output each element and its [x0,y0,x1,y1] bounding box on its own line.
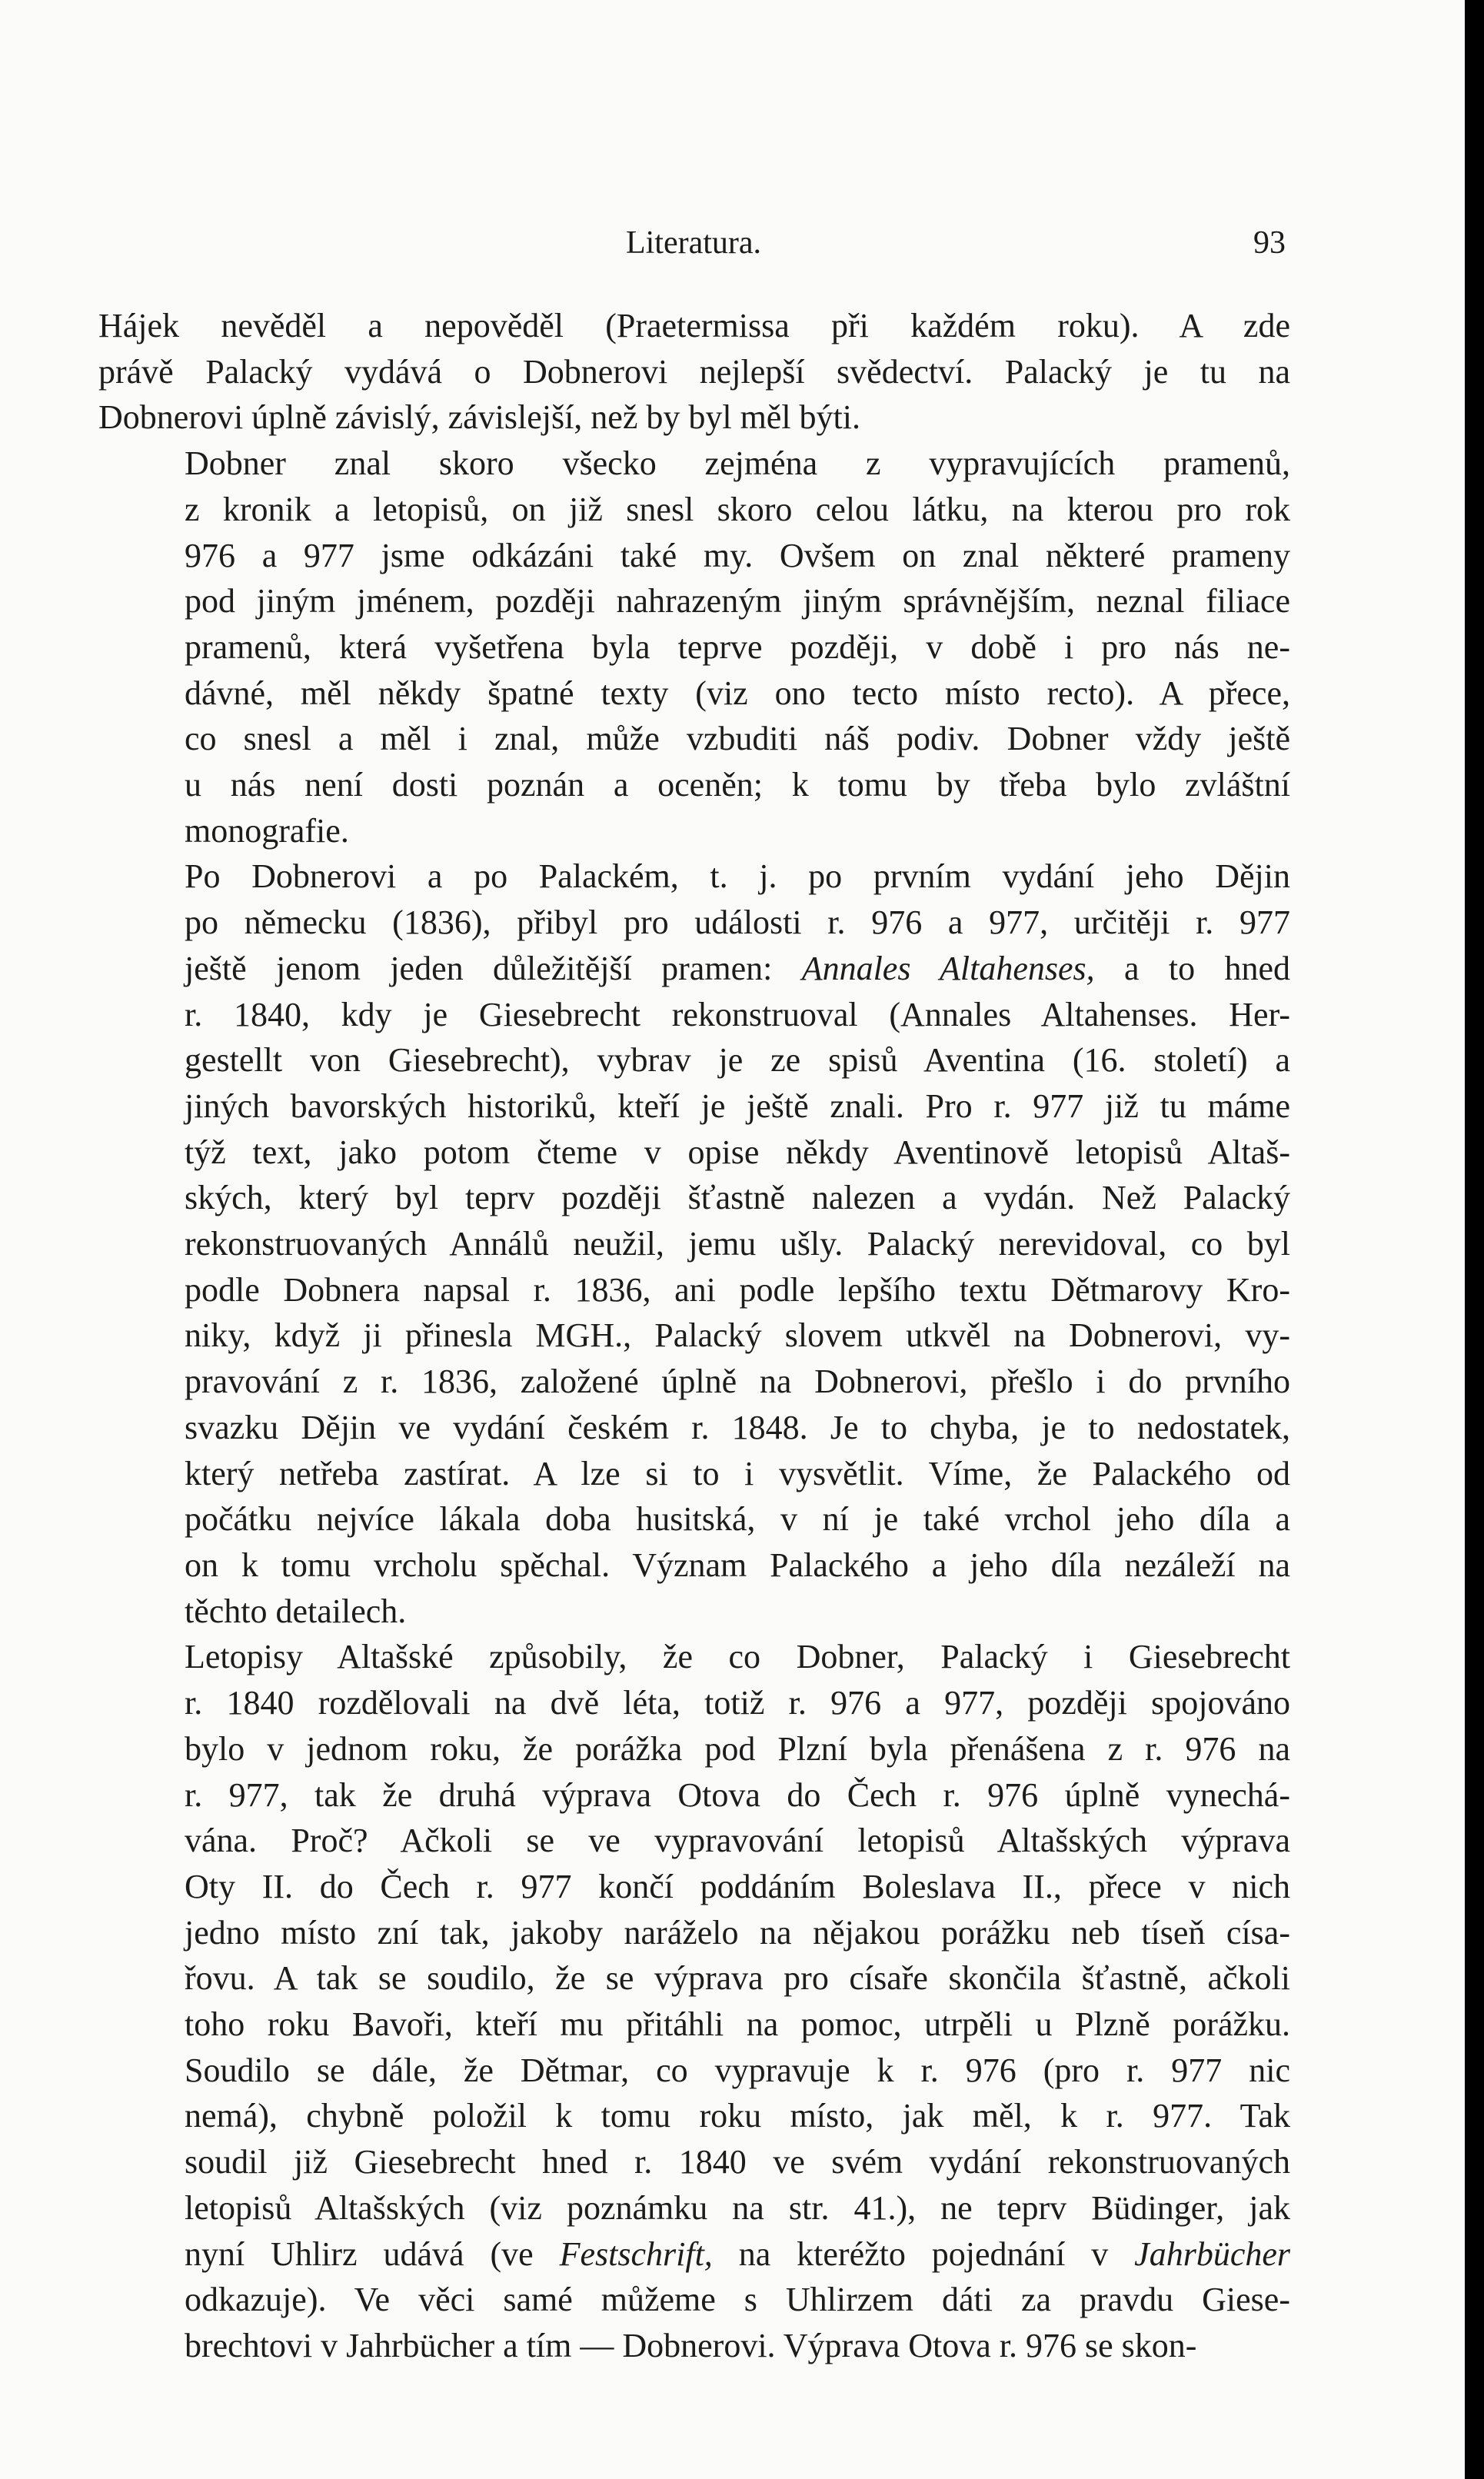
text-line: jiných bavorských historiků, kteří je ještě znali. Pro r. 977 již tu máme [185,1086,1290,1125]
text-line: počátku nejvíce lákala doba husitská, v ní je také vrchol jeho díla a [185,1500,1290,1539]
text-line: niky, když ji přinesla MGH., Palacký slovem utkvěl na Dobnerovi, vy- [185,1316,1290,1355]
paragraph [98,441,1290,854]
text-line: týž text, jako potom čteme v opise někdy Aventinově letopisů Altaš- [185,1133,1290,1171]
text-line: r. 977, tak že druhá výprava Otova do Čech r. 976 úplně vynechá- [185,1775,1290,1814]
text-line: toho roku Bavoři, kteří mu přitáhli na pomoc, utrpěli u Plzně porážku. [185,2005,1290,2044]
text-line: podle Dobnera napsal r. 1836, ani podle lepšího textu Dětmarovy Kro- [185,1270,1290,1309]
text-line: rekonstruovaných Annálů neužil, jemu ušly. Palacký nerevidoval, co byl [185,1225,1290,1263]
text-line: z kronik a letopisů, on již snesl skoro celou látku, na kterou pro rok [185,490,1290,528]
text-line: on k tomu vrcholu spěchal. Význam Palackého a jeho díla nezáleží na [185,1546,1290,1584]
text-line: brechtovi v Jahrbücher a tím — Dobnerovi. Výprava Otova r. 976 se skon- [185,2326,1197,2364]
text-line: ještě jenom jeden důležitější pramen: Annales Altahenses, a to hned [185,949,1290,987]
text-line: nemá), chybně položil k tomu roku místo, jak měl, k r. 977. Tak [185,2097,1290,2135]
text-line: vána. Proč? Ačkoli se ve vypravování letopisů Altašských výprava [185,1822,1290,1860]
text-line: r. 1840, kdy je Giesebrecht rekonstruoval (Annales Altahenses. Her- [185,995,1290,1033]
body-text [98,303,1290,2369]
text-line: u nás není dosti poznán a oceněn; k tomu by třeba bylo zvláštní [185,766,1290,804]
page-header [101,225,1286,271]
text-line: Dobnerovi úplně závislý, závislejší, než by byl měl býti. [98,398,861,437]
text-line: letopisů Altašských (viz poznámku na str. 41.), ne teprv Büdinger, jak [185,2188,1290,2227]
text-line: Hájek nevěděl a nepověděl (Praetermissa při každém roku). A zde [98,307,1290,344]
text-line: soudil již Giesebrecht hned r. 1840 ve svém vydání rekonstruovaných [185,2143,1290,2181]
text-line: ských, který byl teprv později šťastně nalezen a vydán. Než Palacký [185,1179,1290,1217]
text-line: Po Dobnerovi a po Palackém, t. j. po prvním vydání jeho Dějin [185,857,1290,896]
text-line: pod jiným jménem, později nahrazeným jiným správnějším, neznal filiace [185,582,1290,621]
text-line: řovu. A tak se soudilo, že se výprava pro císaře skončila šťastně, ačkoli [185,1959,1290,1998]
text-line: svazku Dějin ve vydání českém r. 1848. Je to chyba, je to nedostatek, [185,1408,1290,1446]
text-line: pravování z r. 1836, založené úplně na Dobnerovi, přešlo i do prvního [185,1363,1290,1401]
paragraph [98,1634,1290,2368]
text-line: po německu (1836), přibyl pro události r. 976 a 977, určitěji r. 977 [185,903,1290,942]
text-line: odkazuje). Ve věci samé můžeme s Uhlirzem dáti za pravdu Giese- [185,2281,1290,2319]
italic-title: Festschrift, [559,2234,713,2273]
paragraph [98,303,1290,441]
italic-title: Annales Altahenses, [801,949,1095,987]
text-line: 976 a 977 jsme odkázáni také my. Ovšem on znal některé prameny [185,536,1290,574]
text-line: jedno místo zní tak, jakoby naráželo na nějakou porážku neb tíseň císa- [185,1913,1290,1952]
text-line: Letopisy Altašské způsobily, že co Dobner, Palacký i Giesebrecht [185,1638,1290,1676]
text-line: r. 1840 rozdělovali na dvě léta, totiž r. 976 a 977, později spojováno [185,1684,1290,1722]
text-line: pramenů, která vyšetřena byla teprve později, v době i pro nás ne- [185,627,1290,666]
text-line: Soudilo se dále, že Dětmar, co vypravuje k r. 976 (pro r. 977 nic [185,2051,1290,2089]
text-line: právě Palacký vydává o Dobnerovi nejlepší svědectví. Palacký je tu na [98,352,1290,391]
text-line: Dobner znal skoro všecko zejména z vypravujících pramenů, [185,444,1290,483]
text-line: bylo v jednom roku, že porážka pod Plzní byla přenášena z r. 976 na [185,1729,1290,1768]
text-line: Oty II. do Čech r. 977 končí poddáním Boleslava II., přece v nich [185,1867,1290,1905]
text-line: co snesl a měl i znal, může vzbuditi náš podiv. Dobner vždy ještě [185,720,1290,758]
text-line: těchto detailech. [185,1592,407,1630]
running-title: Literatura. [625,225,762,261]
text-line: nyní Uhlirz udává (ve Festschrift, na kteréžto pojednání v Jahrbücher [185,2234,1291,2273]
page-number: 93 [1253,225,1286,261]
text-line: který netřeba zastírat. A lze si to i vysvětlit. Víme, že Palackého od [185,1454,1290,1492]
text-line: gestellt von Giesebrecht), vybrav je ze spisů Aventina (16. století) a [185,1041,1290,1080]
paragraph [98,854,1290,1634]
italic-title: Jahrbücher [1134,2234,1291,2273]
text-line: dávné, měl někdy špatné texty (viz ono tecto místo recto). A přece, [185,674,1290,712]
text-line: monografie. [185,811,349,850]
